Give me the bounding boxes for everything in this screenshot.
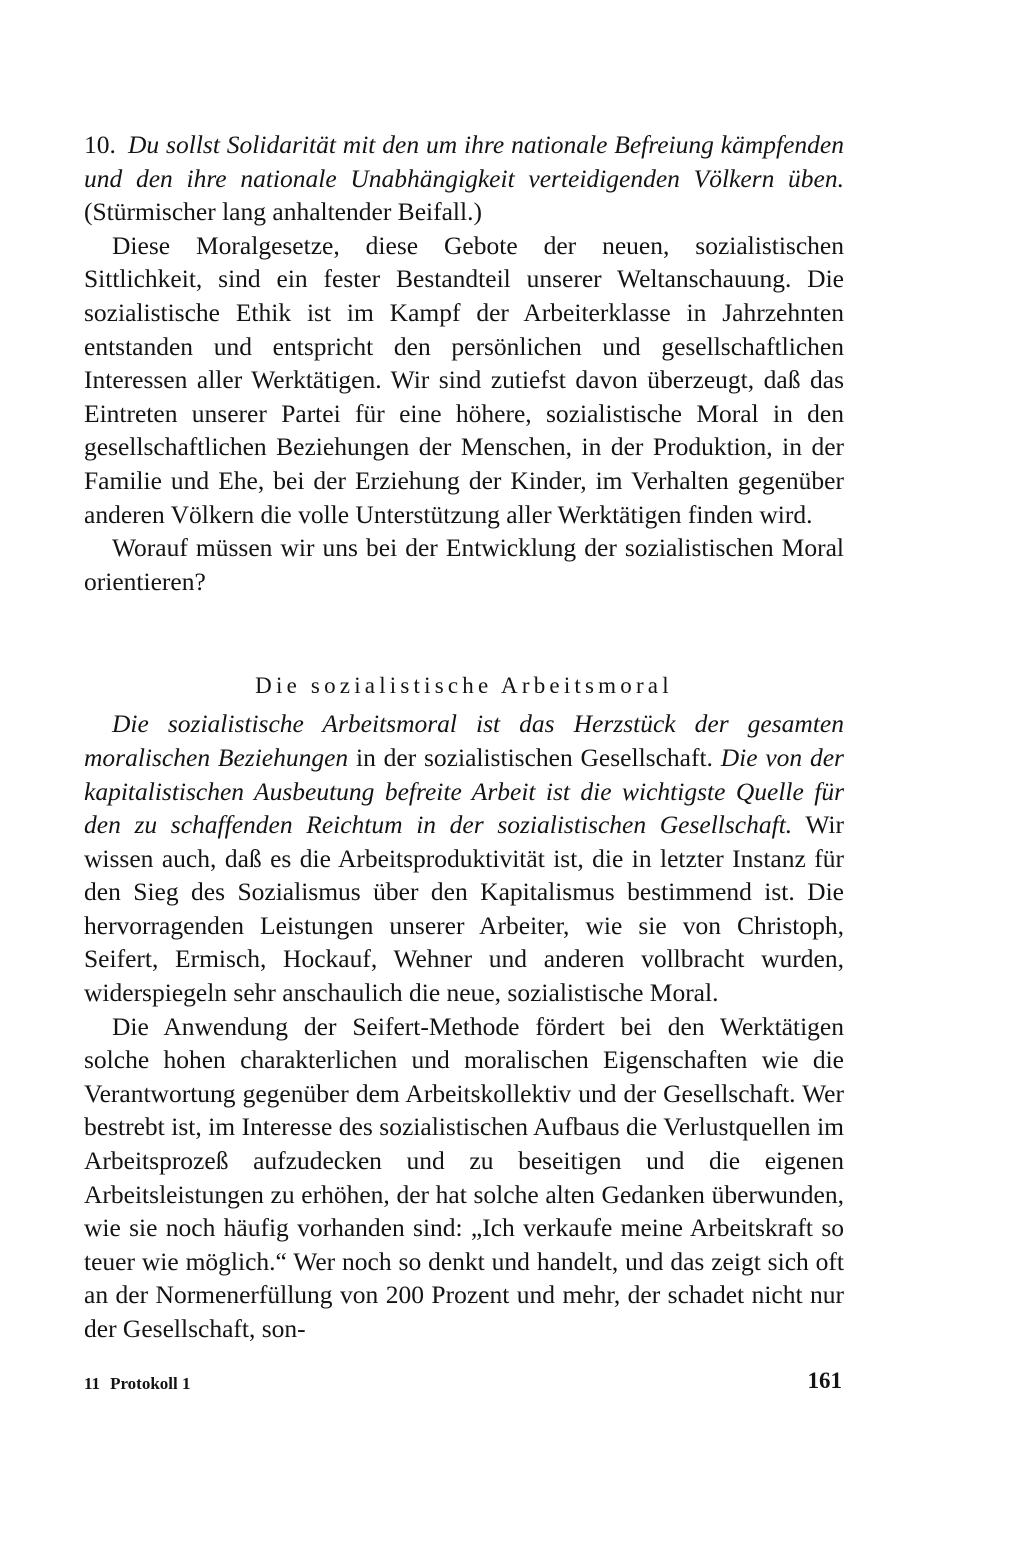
body-text: Wir wissen auch, daß es die Arbeitsproduktivität ist, die in letzter Instanz für den Sieg des Sozialismus über den Kapitalismus bestimmend ist. Die hervorragenden Leistungen unserer Arbeiter, wie sie von Christoph, Seifert, Ermisch, Hockauf, Wehner und anderen vollbracht wurden, widerspiegeln sehr anschaulich die neue, sozialistische Moral. bbox=[84, 810, 844, 1008]
item-number: 10. bbox=[84, 130, 116, 159]
section-heading: Die sozialistische Arbeitsmoral bbox=[255, 673, 673, 699]
commandment-10 bbox=[84, 128, 844, 229]
paragraph-question: Worauf müssen wir uns bei der Entwicklung der sozialistischen Moral orientieren? bbox=[84, 533, 844, 596]
body-text: in der sozialistischen Gesellschaft. bbox=[348, 742, 721, 772]
commandment-text: Du sollst Solidarität mit den um ihre nationale Befreiung kämpfenden und den ihre nationale Unabhängigkeit verteidigenden Völkern üben. bbox=[84, 130, 844, 193]
signature-number: 11 bbox=[84, 1374, 101, 1393]
paragraph-seifert-method: Die Anwendung der Seifert-Methode fördert bei den Werktätigen solche hohen charakterlichen und moralischen Eigenschaften wie die Verantwortung gegenüber dem Arbeitskollektiv und der Gesellschaft. Wer bestrebt ist, im Interesse des sozialistischen Aufbaus die Verlustquellen im Arbeitsprozeß aufzudecken und zu beseitigen und die eigenen Arbeitsleistungen zu erhöhen, der hat solche alten Gedanken überwunden, wie sie noch häufig vorhanden sind: „Ich verkaufe meine Arbeitskraft so teuer wie möglich.“ Wer noch so denkt und handelt, und das zeigt sich oft an der Normenerfüllung von 200 Prozent und mehr, der schadet nicht nur der Gesellschaft, son- bbox=[84, 1011, 844, 1343]
page-footer bbox=[84, 1368, 844, 1408]
page-number: 161 bbox=[807, 1368, 842, 1393]
emphasis-text: Die von der kapitalistischen Ausbeutung befreite Arbeit ist die wichtigste Quelle für den zu schaffenden Reichtum in der sozialistischen Gesellschaft. bbox=[84, 742, 844, 840]
page-body bbox=[84, 128, 844, 1346]
printer-signature bbox=[84, 1374, 191, 1394]
paragraph-moral-laws: Diese Moralgesetze, diese Gebote der neuen, sozialistischen Sittlichkeit, sind ein fester Bestandteil unserer Weltanschauung. Die sozialistische Ethik ist im Kampf der Arbeiterklasse in Jahrzehnten entstanden und entspricht den persönlichen und gesellschaftlichen Interessen aller Werktätigen. Wir sind zutiefst davon überzeugt, daß das Eintreten unserer Partei für eine höhere, sozialistische Moral in den gesellschaftlichen Beziehungen der Menschen, in der Produktion, in der Familie und Ehe, bei der Erziehung der Kinder, im Verhalten gegenüber anderen Völkern die volle Unterstützung aller Werktätigen finden wird. bbox=[84, 230, 844, 529]
applause-remark: (Stürmischer lang anhaltender Beifall.) bbox=[84, 197, 482, 227]
emphasis-text: Die sozialistische Arbeitsmoral ist das Herzstück der gesamten moralischen Beziehungen bbox=[84, 709, 844, 772]
signature-label: Protokoll 1 bbox=[110, 1374, 191, 1393]
paragraph-work-morality bbox=[84, 707, 844, 1009]
